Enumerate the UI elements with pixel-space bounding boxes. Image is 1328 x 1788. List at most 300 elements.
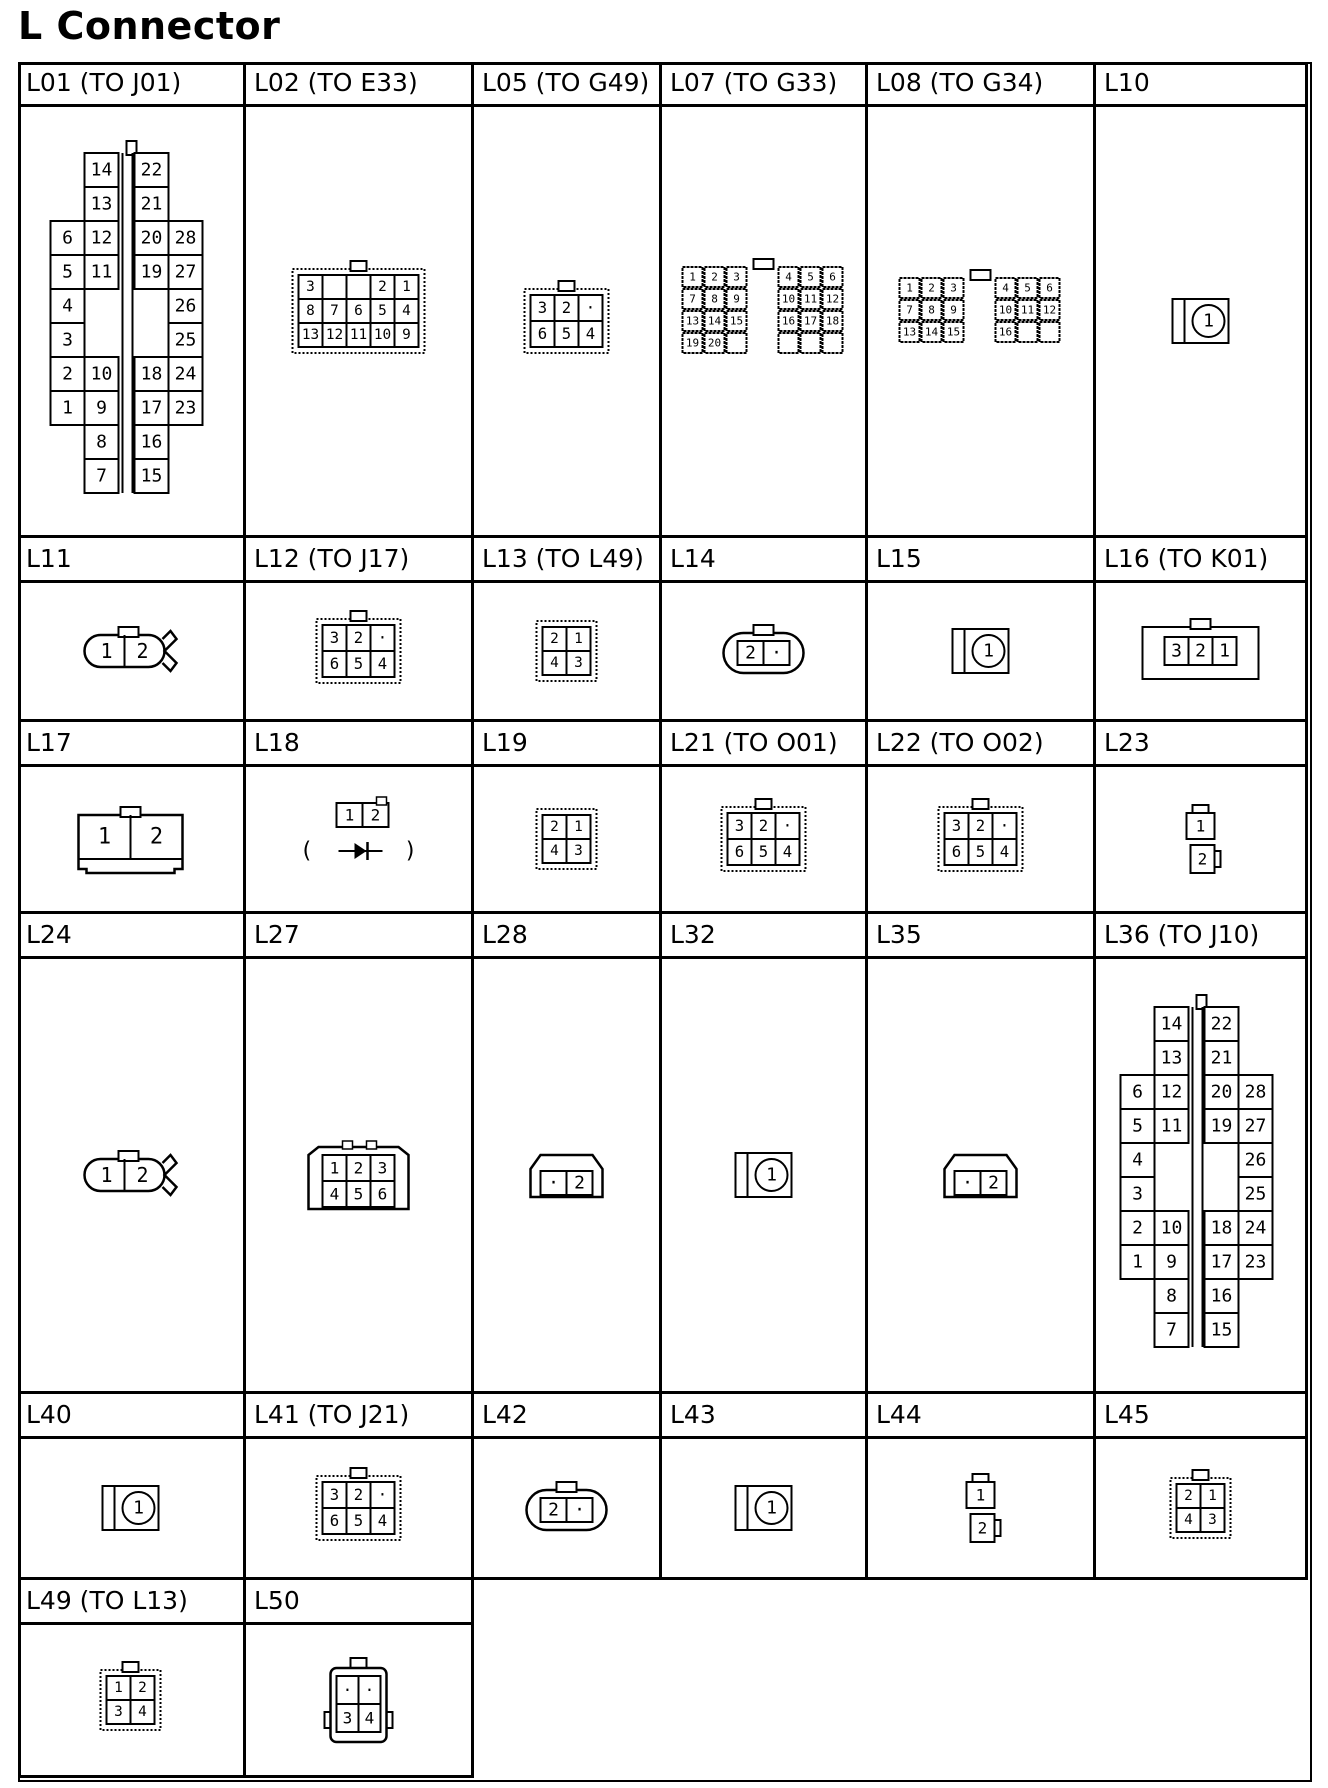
pin-number: 1 — [574, 631, 583, 647]
pin-number: 3 — [306, 279, 315, 295]
connector-6pin-icon — [868, 767, 1093, 911]
grid-top-border — [18, 62, 1308, 65]
pin-number: 2 — [62, 363, 73, 385]
connector-label: L14 — [662, 538, 865, 583]
pin-number: 3 — [950, 281, 957, 295]
pin-number: 3 — [342, 1708, 353, 1728]
connector-cell-l22 — [868, 722, 1096, 914]
pin-number: 27 — [174, 261, 197, 283]
pin-number: 2 — [550, 631, 559, 647]
pin-number: 2 — [1132, 1217, 1143, 1239]
pin-number: 1 — [114, 1680, 123, 1696]
pin-number: 3 — [574, 843, 583, 859]
connector-cell-l43 — [662, 1394, 868, 1580]
connector-cell-l15 — [868, 538, 1096, 722]
connector-label: L50 — [246, 1580, 471, 1625]
connector-28pin-drawing — [1121, 995, 1273, 1347]
connector-diagram-area — [868, 767, 1093, 911]
bracket-right: ) — [403, 838, 418, 864]
pin-number: 2 — [758, 817, 769, 835]
pin-number: 4 — [782, 843, 793, 861]
pin-number: 5 — [353, 1184, 364, 1204]
pin-number: 4 — [402, 303, 411, 319]
connector-label: L05 (TO G49) — [474, 62, 659, 107]
pin-number: 5 — [62, 261, 73, 283]
connector-1pin-icon — [662, 1439, 865, 1577]
connector-housing — [537, 809, 597, 869]
connector-latch — [557, 1482, 577, 1492]
connector-round-drawing — [724, 625, 804, 673]
pin-number: 2 — [548, 1499, 559, 1521]
connector-latch — [123, 1662, 139, 1672]
connector-diagram-area — [474, 107, 659, 535]
connector-diagram-area — [1096, 583, 1305, 719]
connector-2pin-round-icon — [474, 1439, 659, 1577]
connector-housing — [293, 261, 425, 353]
connector-label: L27 — [246, 914, 471, 959]
connector-cell-l11 — [18, 538, 246, 722]
connector-diagram-area — [246, 1625, 471, 1775]
connector-diagram-area — [868, 959, 1093, 1391]
pin-number: 6 — [62, 227, 73, 249]
pin-number: 27 — [1244, 1115, 1267, 1137]
connector-cell-l27 — [246, 914, 474, 1394]
pin-number: 4 — [1002, 281, 1009, 295]
pin-number: 3 — [733, 270, 740, 284]
pin-number: 2 — [975, 817, 986, 835]
pin-number: · — [377, 629, 388, 647]
connector-cell-l36 — [1096, 914, 1308, 1394]
connector-label: L43 — [662, 1394, 865, 1439]
pin-number: 1 — [97, 824, 112, 850]
connector-16pin-icon — [868, 107, 1093, 535]
pin-number: 1 — [402, 279, 411, 295]
pin-blank: · — [771, 642, 782, 664]
pin-number: 23 — [1244, 1251, 1267, 1273]
pin-number: 3 — [734, 817, 745, 835]
pin-number: 13 — [301, 327, 320, 343]
connector-label: L10 — [1096, 62, 1305, 107]
connector-cell-l05 — [474, 62, 662, 538]
connector-cell-l44 — [868, 1394, 1096, 1580]
connector-cell-l08 — [868, 62, 1096, 538]
pin-number: 1 — [983, 640, 994, 662]
pin-number: 12 — [1042, 303, 1057, 317]
connector-cell-l01 — [18, 62, 246, 538]
pin-number: 1 — [975, 1485, 986, 1505]
pin-cell — [323, 275, 347, 299]
pin-number: 5 — [378, 303, 387, 319]
pin-number: 4 — [785, 270, 792, 284]
pin-number: 8 — [711, 292, 718, 306]
pin-number: 21 — [140, 193, 163, 215]
pin-number: 2 — [138, 1680, 147, 1696]
pin-number: 2 — [1184, 1488, 1193, 1504]
connector-housing — [317, 611, 401, 683]
connector-4pin-icon — [474, 767, 659, 911]
pin-number: 1 — [1203, 310, 1214, 332]
pin-number: 4 — [377, 1512, 388, 1530]
pin-number: 6 — [1046, 281, 1053, 295]
connector-2pin-small-icon — [474, 959, 659, 1391]
connector-1pin-drawing — [953, 629, 1009, 673]
connector-label: L23 — [1096, 722, 1305, 767]
connector-diagram-area — [246, 107, 471, 535]
connector-cell-l02 — [246, 62, 474, 538]
connector-latch — [351, 1658, 367, 1668]
pin-number: 10 — [998, 303, 1013, 317]
pin-number: 1 — [100, 1163, 113, 1187]
connector-cell-l45 — [1096, 1394, 1308, 1580]
connector-1pin-drawing — [736, 1153, 792, 1197]
connector-28pin-large-icon — [18, 107, 243, 535]
pin-number: 5 — [1024, 281, 1031, 295]
connector-4pin-tabbed-drawing — [325, 1658, 393, 1742]
pin-number: 6 — [329, 655, 340, 673]
pin-number: 16 — [1210, 1285, 1233, 1307]
diode-icon — [355, 843, 367, 859]
connector-2pin-diode-icon — [246, 767, 471, 911]
pin-number: 11 — [349, 327, 368, 343]
connector-clip — [163, 1155, 177, 1195]
pin-number: 1 — [329, 1158, 340, 1178]
pin-number: 18 — [1210, 1217, 1233, 1239]
pin-number: 6 — [377, 1184, 388, 1204]
pin-number: 22 — [1210, 1013, 1233, 1035]
connector-1pin-icon — [1096, 107, 1305, 535]
pin-number: 12 — [90, 227, 113, 249]
pin-number: 2 — [711, 270, 718, 284]
connector-2pin-oval-icon — [18, 583, 243, 719]
pin-number: 2 — [353, 629, 364, 647]
pin-number: 1 — [906, 281, 913, 295]
pin-number: 1 — [574, 819, 583, 835]
connector-housing — [939, 799, 1023, 871]
connector-diagram-area — [1096, 1439, 1305, 1577]
connector-oval-drawing — [85, 627, 177, 671]
pin-number: 28 — [1244, 1081, 1267, 1103]
pin-number: 12 — [825, 292, 840, 306]
connector-diagram-area — [246, 583, 471, 719]
connector-1pin-icon — [662, 959, 865, 1391]
connector-1pin-drawing — [103, 1486, 159, 1530]
pin-number: 4 — [364, 1708, 375, 1728]
connector-cell-l41 — [246, 1394, 474, 1580]
connector-diagram-area — [246, 959, 471, 1391]
pin-number: · — [364, 1680, 375, 1700]
connector-latch — [1193, 805, 1209, 813]
connector-latch — [351, 261, 367, 271]
connector-label: L24 — [18, 914, 243, 959]
connector-diagram-area — [474, 583, 659, 719]
page-title: L Connector — [18, 4, 281, 48]
connector-cell-l35 — [868, 914, 1096, 1394]
pin-cell — [727, 333, 747, 353]
connector-cell-l50 — [246, 1580, 474, 1778]
pin-number: 8 — [928, 303, 935, 317]
pin-number: · — [585, 299, 596, 317]
connector-label: L21 (TO O01) — [662, 722, 865, 767]
connector-diagram-area — [1096, 767, 1305, 911]
pin-number: 2 — [561, 299, 572, 317]
connector-1pin-drawing — [1173, 299, 1229, 343]
pin-number: 7 — [689, 292, 696, 306]
pin-number: 11 — [803, 292, 818, 306]
pin-number: 13 — [1160, 1047, 1183, 1069]
connector-latch — [351, 1468, 367, 1478]
pin-number: 24 — [174, 363, 197, 385]
connector-diagram-area — [868, 583, 1093, 719]
connector-diagram-area — [18, 583, 243, 719]
connector-label: L28 — [474, 914, 659, 959]
connector-diagram-area — [868, 1439, 1093, 1577]
connector-label: L08 (TO G34) — [868, 62, 1093, 107]
connector-housing — [722, 799, 806, 871]
connector-cell-l19 — [474, 722, 662, 914]
connector-4pin-tabbed-icon — [246, 1625, 471, 1775]
pin-number: 11 — [90, 261, 113, 283]
connector-4pin-icon — [474, 583, 659, 719]
pin-number: 1 — [1208, 1488, 1217, 1504]
pin-number: 19 — [1210, 1115, 1233, 1137]
pin-number: 5 — [353, 655, 364, 673]
pin-number: 3 — [377, 1158, 388, 1178]
pin-number: · — [999, 817, 1010, 835]
pin-number: 1 — [766, 1497, 777, 1519]
pin-number: 6 — [537, 325, 548, 343]
connector-latch — [559, 281, 575, 291]
pin-number: 7 — [906, 303, 913, 317]
pin-number: 4 — [585, 325, 596, 343]
pin-number: 10 — [373, 327, 392, 343]
pin-number: 9 — [96, 397, 107, 419]
connector-grid — [18, 62, 1310, 1780]
connector-2pin-oval-icon — [18, 959, 243, 1391]
pin-number: 4 — [550, 655, 559, 671]
pin-number: 13 — [90, 193, 113, 215]
connector-latch — [756, 799, 772, 809]
pin-number: 9 — [402, 327, 411, 343]
pin-cell — [1040, 322, 1060, 342]
pin-number: 17 — [1210, 1251, 1233, 1273]
connector-label: L13 (TO L49) — [474, 538, 659, 583]
pin-number: 4 — [377, 655, 388, 673]
connector-cell-l49 — [18, 1580, 246, 1778]
connector-1pin-icon — [18, 1439, 243, 1577]
pin-number: 1 — [1219, 640, 1230, 662]
pin-number: 20 — [140, 227, 163, 249]
connector-cell-l23 — [1096, 722, 1308, 914]
connector-housing — [101, 1662, 161, 1730]
connector-label: L12 (TO J17) — [246, 538, 471, 583]
connector-cell-l21 — [662, 722, 868, 914]
pin-number: 2 — [574, 1172, 585, 1194]
pin-number: 6 — [354, 303, 363, 319]
connector-diagram-area — [474, 959, 659, 1391]
connector-label: L35 — [868, 914, 1093, 959]
connector-label: L49 (TO L13) — [18, 1580, 243, 1625]
pin-number: 1 — [689, 270, 696, 284]
connector-housing — [317, 1468, 401, 1540]
connector-label: L44 — [868, 1394, 1093, 1439]
connector-label: L42 — [474, 1394, 659, 1439]
pin-number: 16 — [140, 431, 163, 453]
pin-number: 1 — [100, 639, 113, 663]
connector-label: L01 (TO J01) — [18, 62, 243, 107]
pin-number: 5 — [758, 843, 769, 861]
pin-number: 2 — [988, 1172, 999, 1194]
connector-diagram-area — [662, 107, 865, 535]
pin-number: 2 — [745, 642, 756, 664]
pin-number: 1 — [766, 1164, 777, 1186]
pin-number: 2 — [353, 1486, 364, 1504]
pin-blank: · — [548, 1172, 559, 1194]
connector-latch — [1191, 619, 1211, 629]
connector-clip — [163, 631, 177, 671]
pin-blank: · — [962, 1172, 973, 1194]
connector-housing — [525, 281, 609, 353]
connector-6pin-icon — [246, 1439, 471, 1577]
pin-number: 1 — [133, 1497, 144, 1519]
pin-number: 21 — [1210, 1047, 1233, 1069]
pin-number: 7 — [96, 465, 107, 487]
connector-diagram-area — [246, 1439, 471, 1577]
pin-number: 10 — [1160, 1217, 1183, 1239]
connector-diagram-area — [662, 959, 865, 1391]
pin-number: 2 — [136, 1163, 149, 1187]
connector-diagram-area — [474, 767, 659, 911]
connector-label: L45 — [1096, 1394, 1305, 1439]
pin-number: 10 — [90, 363, 113, 385]
pin-number: 4 — [1184, 1512, 1193, 1528]
pin-cell — [823, 333, 843, 353]
connector-label: L36 (TO J10) — [1096, 914, 1305, 959]
connector-6pin-icon — [246, 583, 471, 719]
connector-multi-drawing — [683, 259, 843, 353]
pin-number: 2 — [1195, 640, 1206, 662]
pin-cell — [801, 333, 821, 353]
pin-number: 3 — [329, 1486, 340, 1504]
pin-number: 10 — [781, 292, 796, 306]
pin-number: 1 — [344, 805, 355, 825]
connector-label: L22 (TO O02) — [868, 722, 1093, 767]
connector-28pin-large-icon — [1096, 959, 1305, 1391]
connector-latch — [1193, 1470, 1209, 1480]
connector-housing — [1171, 1470, 1231, 1538]
connector-6pin-icon — [662, 767, 865, 911]
connector-housing — [537, 621, 597, 681]
connector-diagram-area — [662, 1439, 865, 1577]
pin-number: 2 — [550, 819, 559, 835]
connector-label: L32 — [662, 914, 865, 959]
pin-number: 2 — [378, 279, 387, 295]
pin-number: 13 — [902, 325, 917, 339]
connector-oval-drawing — [85, 1151, 177, 1195]
connector-2pin-large-icon — [18, 767, 243, 911]
connector-4pin-icon — [1096, 1439, 1305, 1577]
connector-vertical-drawing — [967, 1474, 1001, 1542]
pin-number: 6 — [829, 270, 836, 284]
connector-label: L40 — [18, 1394, 243, 1439]
connector-diode-drawing — [300, 797, 417, 864]
connector-3pin-drawing — [1143, 619, 1259, 679]
pin-number: 12 — [1160, 1081, 1183, 1103]
pin-number: 12 — [325, 327, 344, 343]
connector-diagram-area — [474, 1439, 659, 1577]
connector-2pin-small-icon — [868, 959, 1093, 1391]
connector-latch — [377, 797, 387, 805]
connector-label: L11 — [18, 538, 243, 583]
connector-vertical-drawing — [1187, 805, 1221, 873]
connector-latch — [754, 259, 774, 269]
connector-6pin-flat-icon — [246, 959, 471, 1391]
connector-cell-l13 — [474, 538, 662, 722]
pin-number: 3 — [62, 329, 73, 351]
pin-number: 11 — [1160, 1115, 1183, 1137]
connector-2pin-drawing — [945, 1155, 1017, 1197]
connector-diagram-area — [868, 107, 1093, 535]
connector-cell-l10 — [1096, 62, 1308, 538]
connector-latch — [973, 799, 989, 809]
pin-number: 5 — [561, 325, 572, 343]
connector-cell-l07 — [662, 62, 868, 538]
pin-number: 17 — [803, 314, 818, 328]
connector-latch — [119, 627, 139, 637]
pin-number: 3 — [1171, 640, 1182, 662]
pin-number: 2 — [149, 824, 164, 850]
connector-cell-l32 — [662, 914, 868, 1394]
pin-number: 8 — [96, 431, 107, 453]
pin-number: 15 — [140, 465, 163, 487]
grid-left-border — [18, 62, 21, 1778]
pin-number: 3 — [574, 655, 583, 671]
pin-number: 16 — [998, 325, 1013, 339]
pin-number: 22 — [140, 159, 163, 181]
connector-label: L07 (TO G33) — [662, 62, 865, 107]
pin-cell — [779, 333, 799, 353]
pin-number: 18 — [825, 314, 840, 328]
connector-diagram-area — [1096, 959, 1305, 1391]
connector-6pin-flat-drawing — [309, 1141, 409, 1209]
pin-number: 19 — [685, 336, 700, 350]
pin-number: 3 — [537, 299, 548, 317]
connector-latch — [971, 270, 991, 280]
pin-number: 3 — [114, 1704, 123, 1720]
connector-latch — [754, 625, 774, 635]
connector-2pin-large-drawing — [79, 807, 183, 873]
pin-number: 2 — [136, 639, 149, 663]
pin-number: 3 — [1132, 1183, 1143, 1205]
pin-number: 17 — [140, 397, 163, 419]
connector-label: L02 (TO E33) — [246, 62, 471, 107]
connector-28pin-drawing — [51, 141, 203, 493]
connector-round-drawing — [527, 1482, 607, 1530]
pin-number: 2 — [353, 1158, 364, 1178]
pin-number: 5 — [1132, 1115, 1143, 1137]
pin-number: · — [342, 1680, 353, 1700]
pin-number: 9 — [950, 303, 957, 317]
pin-number: 3 — [1208, 1512, 1217, 1528]
pin-number: 14 — [924, 325, 939, 339]
connector-1pin-drawing — [736, 1486, 792, 1530]
connector-cell-l18 — [246, 722, 474, 914]
connector-label: L16 (TO K01) — [1096, 538, 1305, 583]
pin-number: 24 — [1244, 1217, 1267, 1239]
pin-number: 20 — [707, 336, 722, 350]
pin-number: 26 — [1244, 1149, 1267, 1171]
pin-number: 1 — [1132, 1251, 1143, 1273]
connector-6pin-icon — [474, 107, 659, 535]
